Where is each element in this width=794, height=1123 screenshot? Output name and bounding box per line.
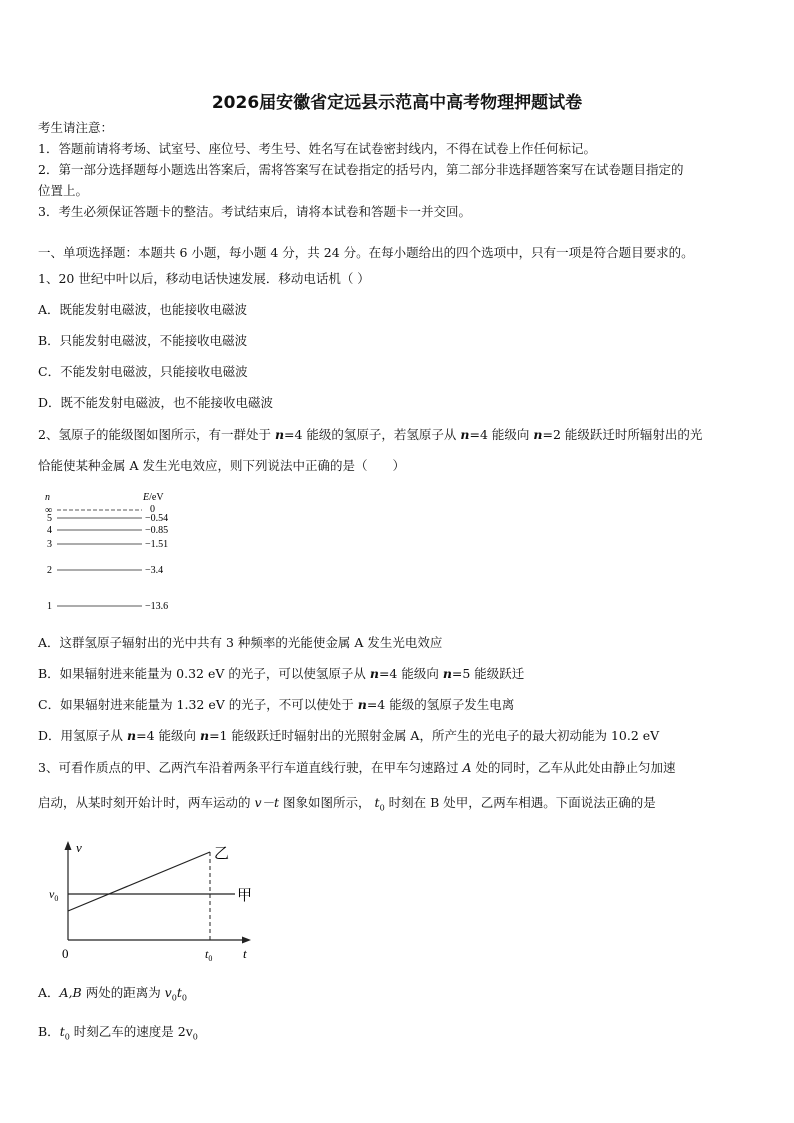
origin-label: 0 (62, 946, 69, 961)
q2-option-d: D．用氢原子从 n=4 能级向 n=1 能级跃迁时辐射出的光照射金属 A，所产生的光电子的最大初动能为 10.2 eV (38, 728, 660, 743)
level-e-2: −3.4 (145, 565, 164, 576)
q3-stem-line1: 3、可看作质点的甲、乙两汽车沿着两条平行车道直线行驶，在甲车匀速路过 A 处的同时，乙车从此处由静止匀加速 (38, 760, 676, 775)
q3-stem-line2: 启动，从某时刻开始计时，两车运动的 v－t 图象如图所示， $t_0$ 时刻在 B 处甲，乙两车相遇。下面说法正确的是 (38, 795, 656, 813)
label-yi: 乙 (214, 846, 230, 862)
q2-stem-line1: 2、氢原子的能级图如图所示，有一群处于 n=4 能级的氢原子，若氢原子从 n=4 能级向 n=2 能级跃迁时所辐射出的光 (38, 427, 703, 442)
t-axis-label: t (243, 946, 247, 961)
level-e-1: −13.6 (145, 601, 169, 612)
q2-option-b: B．如果辐射进来能量为 0.32 eV 的光子，可以使氢原子从 n=4 能级向 n=5 能级跃迁 (38, 666, 525, 681)
level-e-3: −1.51 (145, 539, 169, 550)
notice-item-1: 1．答题前请将考场、试室号、座位号、考生号、姓名写在试卷密封线内，不得在试卷上作任何标记。 (38, 141, 596, 156)
page-title: 2026届安徽省定远县示范高中高考物理押题试卷 (211, 93, 583, 113)
line-yi (68, 852, 210, 911)
t-axis-arrow (242, 937, 251, 944)
q1-option-d: D．既不能发射电磁波，也不能接收电磁波 (38, 395, 274, 410)
q1-option-c: C．不能发射电磁波，只能接收电磁波 (38, 364, 248, 379)
q1-option-b: B．只能发射电磁波，不能接收电磁波 (38, 333, 248, 348)
notice-item-2: 2．第一部分选择题每小题选出答案后，需将答案写在试卷指定的括号内，第二部分非选择题答案写在试卷题目指定的 (38, 162, 684, 177)
diagram-n-label: n (45, 492, 50, 503)
q1-stem: 1、20 世纪中叶以后，移动电话快速发展．移动电话机（ ） (38, 271, 370, 286)
q3-option-b: B．$t_0$ 时刻乙车的速度是 $2v_0$ (38, 1024, 198, 1042)
q3-option-a: A．A,B 两处的距离为 $v_0t_0$ (38, 985, 187, 1003)
q2-option-a: A．这群氢原子辐射出的光中共有 3 种频率的光能使金属 A 发生光电效应 (38, 635, 443, 650)
level-e-5: −0.54 (145, 513, 169, 524)
label-jia: 甲 (237, 888, 253, 904)
level-n-2: 2 (47, 565, 52, 576)
v0-label: $v_0$ (49, 887, 59, 903)
v-axis-label: v (76, 840, 82, 855)
notice-item-3: 3．考生必须保证答题卡的整洁。考试结束后，请将本试卷和答题卡一并交回。 (38, 204, 471, 219)
level-n-1: 1 (47, 601, 52, 612)
notice-heading: 考生请注意： (38, 120, 114, 135)
level-n-5: 5 (47, 513, 52, 524)
diagram-e-label: E/eV (143, 492, 164, 503)
energy-level-diagram (40, 488, 190, 616)
q2-option-c: C．如果辐射进来能量为 1.32 eV 的光子，不可以使处于 n=4 能级的氢原子发生电离 (38, 697, 515, 712)
level-n-4: 4 (47, 525, 52, 536)
notice-item-2-cont: 位置上。 (38, 183, 89, 198)
t0-label: $t_0$ (205, 947, 213, 963)
section-heading: 一、单项选择题：本题共 6 小题，每小题 4 分，共 24 分。在每小题给出的四个选项中，只有一项是符合题目要求的。 (38, 245, 694, 260)
q2-stem-line2: 恰能使某种金属 A 发生光电效应，则下列说法中正确的是（ ） (38, 458, 405, 473)
vt-graph (40, 838, 265, 968)
level-e-4: −0.85 (145, 525, 169, 536)
q1-option-a: A．既能发射电磁波，也能接收电磁波 (38, 302, 248, 317)
v-axis-arrow (65, 841, 72, 850)
level-e-inf: 0 (150, 504, 155, 515)
level-n-inf: ∞ (45, 505, 53, 516)
level-n-3: 3 (47, 539, 52, 550)
